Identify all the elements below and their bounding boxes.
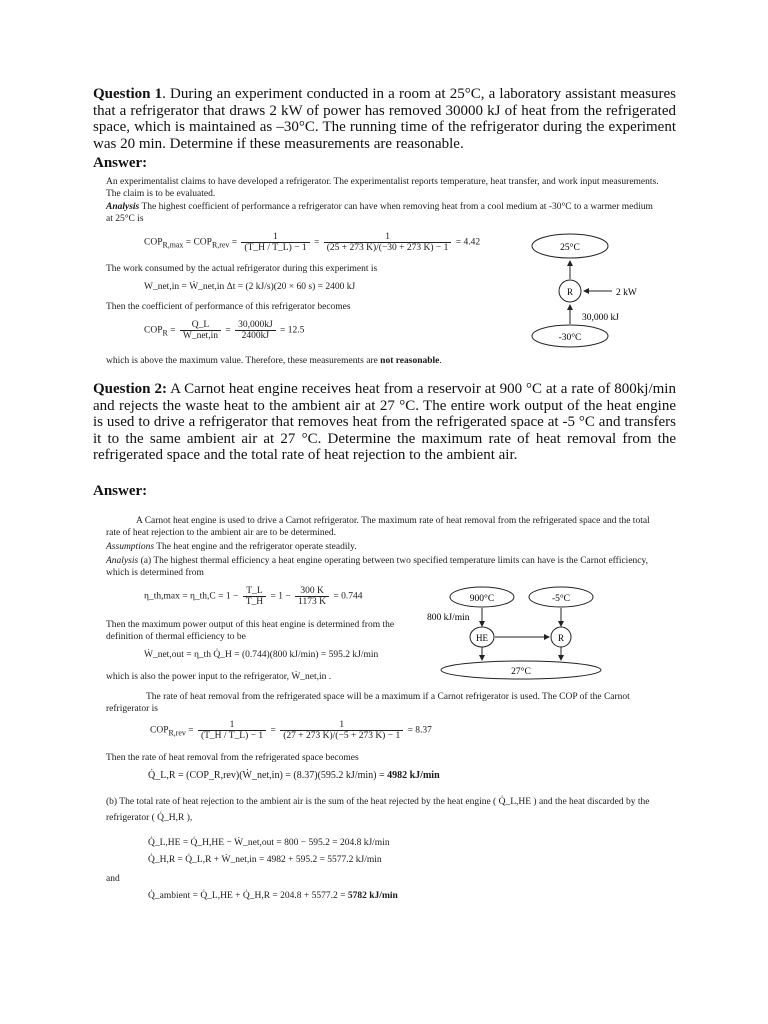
- q1-copr-result: = 12.5: [280, 325, 305, 336]
- q2-eq-ambient: [148, 891, 398, 901]
- q1-power-label: 2 kW: [616, 288, 637, 298]
- q2-eta-frac1-num: T_L: [243, 586, 266, 597]
- q2-refrigerator-label: R: [557, 633, 565, 643]
- q1-conclusion-a: which is above the maximum value. Therefore, these measurements are: [106, 356, 381, 366]
- q1-conclusion-b: not reasonable: [380, 356, 440, 366]
- q2-engine-label: HE: [476, 633, 488, 643]
- q1-analysis-label: Analysis: [106, 202, 140, 212]
- q1-conclusion-c: .: [439, 356, 442, 366]
- q2-copr-frac1: [198, 720, 266, 741]
- q2-power-input-text: which is also the power input to the refrigerator, Ẇ_net,in .: [106, 672, 332, 682]
- q2-cold-label: -5°C: [551, 594, 571, 604]
- q2-power-equation: Ẇ_net,out = η_th Q̇_H = (0.744)(800 kJ/min) = 595.2 kJ/min: [144, 650, 379, 660]
- q2-assumptions-text: The heat engine and the refrigerator operate steadily.: [154, 542, 357, 552]
- q2-ambient-label: 27°C: [511, 667, 531, 677]
- q2-engine-refrigerator-diagram: [415, 580, 630, 685]
- q1-frac1-den: (T_H / T_L) − 1: [244, 243, 307, 253]
- q1-heat-label: 30,000 kJ: [582, 313, 619, 323]
- q2-part-b-text: (b) The total rate of heat rejection to the ambient air is the sum of the heat rejected by the heat engine ( Q̇_L,HE ) and the heat discarded by the refrigerator ( Q̇_H,R ),: [106, 797, 650, 823]
- q2-assumptions: [106, 542, 658, 554]
- q2-eq-h-r: Q̇_H,R = Q̇_L,R + Ẇ_net,in = 4982 + 595.2 = 5577.2 kJ/min: [148, 855, 382, 865]
- q2-eta-frac1: [243, 586, 266, 607]
- q1-cop-sub: R,max: [162, 240, 184, 250]
- q1-frac2-num: 1: [324, 232, 452, 243]
- question-1: [93, 86, 676, 152]
- q2-hot-label: 900°C: [469, 594, 495, 604]
- question-1-label: Question 1: [93, 86, 163, 102]
- q1-cold-label: -30°C: [558, 333, 582, 343]
- q1-copr-den1: W_net,in: [182, 331, 218, 341]
- q1-analysis: [106, 202, 661, 225]
- q1-cop-sub2: R,rev: [211, 240, 230, 250]
- q2-copr-frac1-num: 1: [198, 720, 266, 731]
- q1-work-text: The work consumed by the actual refrigerator during this experiment is: [106, 264, 378, 274]
- q2-power-text: Then the maximum power output of this heat engine is determined from the definition of thermal efficiency to be: [106, 620, 395, 642]
- q2-analysis: [106, 556, 658, 579]
- question-2: [93, 381, 676, 464]
- q2-analysis-text: (a) The highest thermal efficiency a heat engine operating between two specified temperature limits can have is the Carnot efficiency, which is determined from: [106, 556, 649, 578]
- q2-eta-result: = 0.744: [333, 591, 363, 602]
- q1-frac2-den: (25 + 273 K)/(−30 + 273 K) − 1: [326, 243, 449, 253]
- q2-eq-ambient-lhs: Q̇_ambient = Q̇_L,HE + Q̇_H,R = 204.8 + 5577.2 =: [148, 891, 348, 901]
- q2-eta-frac2: [295, 586, 329, 607]
- q2-assumptions-label: Assumptions: [106, 542, 155, 552]
- q2-rate-text: The rate of heat removal from the refrigerated space will be a maximum if a Carnot refrigerator is used. The COP of the Carnot refrigerator is: [106, 692, 630, 714]
- q1-node-label: R: [566, 287, 574, 297]
- q2-removal-text: Then the rate of heat removal from the refrigerated space becomes: [106, 753, 359, 763]
- q2-intro: A Carnot heat engine is used to drive a Carnot refrigerator. The maximum rate of heat removal from the refrigerated space and the total rate of heat rejection to the ambient air are to be determined.: [106, 516, 650, 538]
- q2-heat-in-label: 800 kJ/min: [427, 613, 470, 623]
- q2-ambient-result: 5782 kJ/min: [347, 891, 398, 901]
- q2-removal-result: 4982 kJ/min: [387, 770, 440, 781]
- q2-eq-l-he: Q̇_L,HE = Q̇_H,HE − Ẇ_net,out = 800 − 595.2 = 204.8 kJ/min: [148, 838, 390, 848]
- q1-work-equation: W_net,in = Ẇ_net,in Δt = (2 kJ/s)(20 × 60 s) = 2400 kJ: [144, 282, 356, 292]
- q2-removal-equation: [148, 770, 440, 781]
- q2-eta-eq2: = 1 −: [270, 591, 291, 602]
- q1-copr-num1: Q_L: [180, 320, 221, 331]
- q1-frac2: [324, 232, 452, 253]
- answer-1-label: Answer:: [93, 155, 148, 171]
- q2-eta-frac1-den: T_H: [245, 597, 264, 607]
- question-2-text: A Carnot heat engine receives heat from a reservoir at 900 °C at a rate of 800kj/min and rejects the waste heat to the ambient air at 27 °C. The entire work output of the heat engine is used to drive a refrigerator that removes heat from the refrigerated space at -5 °C and transfers it to the same ambient air at 27 °C. Determine the maximum rate of heat removal from the refrigerated space and the total rate of heat rejection to the ambient air.: [93, 381, 676, 464]
- q1-copr-den2: 2400kJ: [241, 331, 270, 341]
- q2-copr-frac1-den: (T_H / T_L) − 1: [200, 731, 264, 741]
- q2-copr-frac2: [280, 720, 403, 741]
- q2-eta-frac2-num: 300 K: [295, 586, 329, 597]
- q2-eta-frac2-den: 1173 K: [298, 597, 327, 607]
- q2-copr-frac2-den: (27 + 273 K)/(−5 + 273 K) − 1: [283, 731, 401, 741]
- q1-copr-frac1: [180, 320, 221, 341]
- q1-frac1-num: 1: [241, 232, 309, 243]
- q1-copr-lhs: COP: [144, 325, 163, 336]
- q1-copr-num2: 30,000kJ: [235, 320, 276, 331]
- question-2-label: Question 2:: [93, 381, 167, 397]
- question-1-text: . During an experiment conducted in a room at 25°C, a laboratory assistant measures that a refrigerator that draws 2 kW of power has removed 30000 kJ of heat from the refrigerated space, which is maintained as –30°C. The running time of the refrigerator during the experiment was 20 min. Determine if these measurements are reasonable.: [93, 86, 676, 152]
- q2-copr-equation: $COP_{R,rev}$ = $\frac{1}{(T\_H / T\_L) - 1}$ = $\frac{1}{(27 + 273 K)/(-5 + 273 K) - 1}$ = 8.37: [150, 720, 432, 741]
- q1-frac1: [241, 232, 309, 253]
- q2-copr-lhs: COP: [150, 725, 169, 736]
- q1-intro: An experimentalist claims to have developed a refrigerator. The experimentalist reports temperature, heat transfer, and work input measurements. The claim is to be evaluated.: [106, 177, 659, 199]
- q2-eta-lhs: η_th,max = η_th,C = 1 −: [144, 591, 239, 602]
- q2-copr-result: = 8.37: [407, 725, 432, 736]
- q1-cop-lhs: COP: [144, 237, 163, 248]
- q1-refrigerator-diagram: [520, 228, 660, 356]
- q1-analysis-text: The highest coefficient of performance a refrigerator can have when removing heat from a cool medium at -30°C to a warmer medium at 25°C is: [106, 202, 653, 224]
- q1-cop-result: = 4.42: [455, 237, 481, 248]
- q2-removal-eq: Q̇_L,R = (COP_R,rev)(Ẇ_net,in) = (8.37)(595.2 kJ/min) =: [148, 770, 388, 781]
- q1-copr-frac2: [235, 320, 276, 341]
- q2-analysis-label: Analysis: [106, 556, 139, 566]
- q2-copr-frac2-num: 1: [280, 720, 403, 731]
- q2-and-text: and: [106, 874, 120, 884]
- q1-then-text: Then the coefficient of performance of this refrigerator becomes: [106, 302, 351, 312]
- answer-2-label: Answer:: [93, 483, 148, 499]
- q1-cop-max-equation: $COP_{R,max} = COP_{R,rev}$ = $\frac{1}{(T\_H / T\_L) - 1}$ = $\frac{1}{(25 + 273 K)/(-30 + 273 K) - 1}$ = 4.42: [144, 232, 481, 253]
- q1-hot-label: 25°C: [560, 243, 580, 253]
- q1-conclusion: [106, 356, 666, 368]
- q1-copr-sub: R: [162, 328, 168, 338]
- q1-cop-r-equation: $COP_R$ = $\frac{Q\_L}{\text{W\_net,in}}$ = $\frac{30,000kJ}{2400kJ}$ = 12.5: [144, 320, 305, 341]
- q2-eta-equation: [144, 586, 363, 607]
- q2-copr-sub: R,rev: [168, 728, 186, 738]
- q1-cop-eq2: = COP: [183, 237, 212, 248]
